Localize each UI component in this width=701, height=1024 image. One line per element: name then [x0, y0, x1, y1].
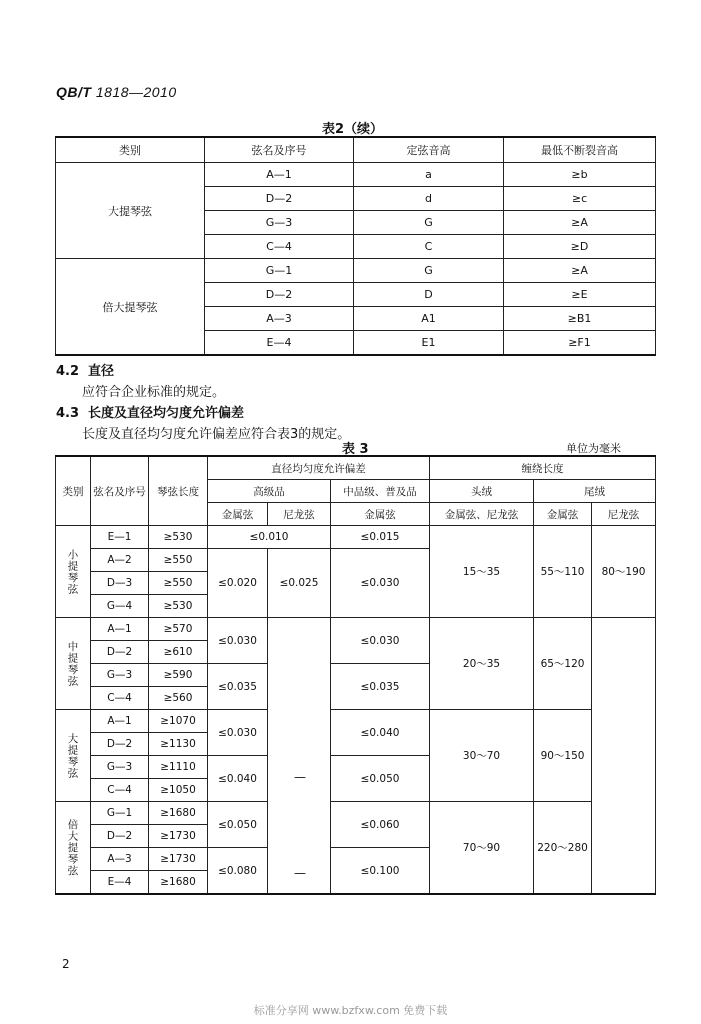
high-metal-cell: ≤0.030	[208, 710, 268, 756]
header-high-grade: 高级品	[208, 480, 331, 503]
section-4-3-heading: 4.3 长度及直径均匀度允许偏差	[56, 406, 245, 421]
high-nylon-cell: ≤0.025	[268, 549, 331, 618]
header-metal-nylon: 金属弦、尼龙弦	[430, 503, 534, 526]
category-cell: 大提琴弦	[56, 163, 205, 259]
mid-grade-cell: ≤0.030	[331, 549, 430, 618]
string-name-cell: C—4	[205, 235, 354, 259]
table2-caption: 表2（续）	[322, 122, 384, 137]
table3	[55, 455, 656, 895]
watermark-text: 标准分享网 www.bzfxw.com 免费下载	[253, 1004, 448, 1017]
header-mid-grade: 中品级、普及品	[331, 480, 430, 503]
category-cell: 小提琴弦	[56, 526, 91, 618]
table-row	[56, 259, 656, 283]
string-name-cell: G—1	[91, 802, 149, 825]
tail-metal-cell: 220～280	[534, 802, 592, 895]
string-name-cell: G—1	[205, 259, 354, 283]
bass-nylon-dash: —	[294, 866, 306, 880]
min-pitch-cell: ≥F1	[504, 331, 656, 356]
header-metal: 金属弦	[534, 503, 592, 526]
length-cell: ≥610	[149, 641, 208, 664]
high-metal-cell: ≤0.040	[208, 756, 268, 802]
length-cell: ≥560	[149, 687, 208, 710]
head-wind-cell: 20～35	[430, 618, 534, 710]
table-row	[56, 163, 656, 187]
min-pitch-cell: ≥E	[504, 283, 656, 307]
cello-nylon-dash: —	[294, 770, 306, 784]
mid-grade-cell: ≤0.040	[331, 710, 430, 756]
header-category: 类别	[56, 456, 91, 526]
section-4-2-body: 应符合企业标准的规定。	[82, 385, 226, 400]
min-pitch-cell: ≥D	[504, 235, 656, 259]
length-cell: ≥570	[149, 618, 208, 641]
string-name-cell: D—2	[91, 733, 149, 756]
string-name-cell: E—1	[91, 526, 149, 549]
length-cell: ≥1730	[149, 825, 208, 848]
string-name-cell: D—2	[91, 825, 149, 848]
length-cell: ≥530	[149, 526, 208, 549]
length-cell: ≥1110	[149, 756, 208, 779]
pitch-cell: G	[354, 211, 504, 235]
tail-nylon-cell	[592, 618, 656, 895]
high-metal-cell: ≤0.030	[208, 618, 268, 664]
pitch-cell: G	[354, 259, 504, 283]
header-category: 类别	[56, 137, 205, 163]
table3-caption: 表 3	[342, 442, 369, 457]
table-header-row	[56, 137, 656, 163]
header-winding-length: 缠绕长度	[430, 456, 656, 480]
high-grade-cell: ≤0.010	[208, 526, 331, 549]
pitch-cell: D	[354, 283, 504, 307]
section-4-2-heading: 4.2 直径	[56, 364, 115, 379]
table-row	[56, 802, 656, 825]
string-name-cell: D—2	[91, 641, 149, 664]
length-cell: ≥1130	[149, 733, 208, 756]
tail-metal-cell: 65～120	[534, 618, 592, 710]
string-name-cell: C—4	[91, 687, 149, 710]
category-cell: 大提琴弦	[56, 710, 91, 802]
min-pitch-cell: ≥B1	[504, 307, 656, 331]
string-name-cell: A—2	[91, 549, 149, 572]
pitch-cell: E1	[354, 331, 504, 356]
category-cell: 中提琴弦	[56, 618, 91, 710]
string-name-cell: G—3	[91, 756, 149, 779]
pitch-cell: a	[354, 163, 504, 187]
section-4-3-body: 长度及直径均匀度允许偏差应符合表3的规定。	[82, 427, 351, 442]
header-string-length: 琴弦长度	[149, 456, 208, 526]
head-wind-cell: 70～90	[430, 802, 534, 895]
table3-unit: 单位为毫米	[566, 442, 621, 455]
table-header-row	[56, 456, 656, 480]
header-metal: 金属弦	[208, 503, 268, 526]
pitch-cell: C	[354, 235, 504, 259]
min-pitch-cell: ≥A	[504, 211, 656, 235]
length-cell: ≥550	[149, 572, 208, 595]
header-head-wind: 头绒	[430, 480, 534, 503]
tail-nylon-cell: 80～190	[592, 526, 656, 618]
min-pitch-cell: ≥b	[504, 163, 656, 187]
high-metal-cell: ≤0.080	[208, 848, 268, 895]
string-name-cell: A—3	[91, 848, 149, 871]
mid-grade-cell: ≤0.015	[331, 526, 430, 549]
mid-grade-cell: ≤0.100	[331, 848, 430, 895]
header-tail-wind: 尾绒	[534, 480, 656, 503]
high-metal-cell: ≤0.035	[208, 664, 268, 710]
length-cell: ≥590	[149, 664, 208, 687]
high-metal-cell: ≤0.050	[208, 802, 268, 848]
mid-grade-cell: ≤0.050	[331, 756, 430, 802]
category-cell: 倍大提琴弦	[56, 802, 91, 895]
table-row	[56, 710, 656, 733]
string-name-cell: A—1	[205, 163, 354, 187]
string-name-cell: C—4	[91, 779, 149, 802]
head-wind-cell: 30～70	[430, 710, 534, 802]
string-name-cell: G—4	[91, 595, 149, 618]
head-wind-cell: 15～35	[430, 526, 534, 618]
string-name-cell: A—1	[91, 618, 149, 641]
pitch-cell: d	[354, 187, 504, 211]
string-name-cell: E—4	[91, 871, 149, 895]
min-pitch-cell: ≥A	[504, 259, 656, 283]
page-number: 2	[62, 957, 70, 971]
mid-grade-cell: ≤0.030	[331, 618, 430, 664]
string-name-cell: D—2	[205, 187, 354, 211]
category-cell: 倍大提琴弦	[56, 259, 205, 356]
tail-metal-cell: 90～150	[534, 710, 592, 802]
mid-grade-cell: ≤0.060	[331, 802, 430, 848]
header-string-name: 弦名及序号	[91, 456, 149, 526]
length-cell: ≥1730	[149, 848, 208, 871]
string-name-cell: A—1	[91, 710, 149, 733]
string-name-cell: D—3	[91, 572, 149, 595]
high-metal-cell: ≤0.020	[208, 549, 268, 618]
header-string-name: 弦名及序号	[205, 137, 354, 163]
length-cell: ≥1050	[149, 779, 208, 802]
tail-metal-cell: 55～110	[534, 526, 592, 618]
standard-code: QB/T 1818—2010	[56, 84, 177, 100]
length-cell: ≥530	[149, 595, 208, 618]
header-tuning-pitch: 定弦音高	[354, 137, 504, 163]
length-cell: ≥550	[149, 549, 208, 572]
table-row	[56, 618, 656, 641]
table-row	[56, 526, 656, 549]
pitch-cell: A1	[354, 307, 504, 331]
header-nylon: 尼龙弦	[592, 503, 656, 526]
length-cell: ≥1680	[149, 871, 208, 895]
length-cell: ≥1680	[149, 802, 208, 825]
string-name-cell: G—3	[205, 211, 354, 235]
length-cell: ≥1070	[149, 710, 208, 733]
header-min-pitch: 最低不断裂音高	[504, 137, 656, 163]
string-name-cell: D—2	[205, 283, 354, 307]
mid-grade-cell: ≤0.035	[331, 664, 430, 710]
table2	[55, 136, 656, 356]
string-name-cell: G—3	[91, 664, 149, 687]
string-name-cell: E—4	[205, 331, 354, 356]
header-nylon: 尼龙弦	[268, 503, 331, 526]
header-metal: 金属弦	[331, 503, 430, 526]
string-name-cell: A—3	[205, 307, 354, 331]
header-diameter-deviation: 直径均匀度允许偏差	[208, 456, 430, 480]
min-pitch-cell: ≥c	[504, 187, 656, 211]
high-nylon-cell	[268, 618, 331, 895]
